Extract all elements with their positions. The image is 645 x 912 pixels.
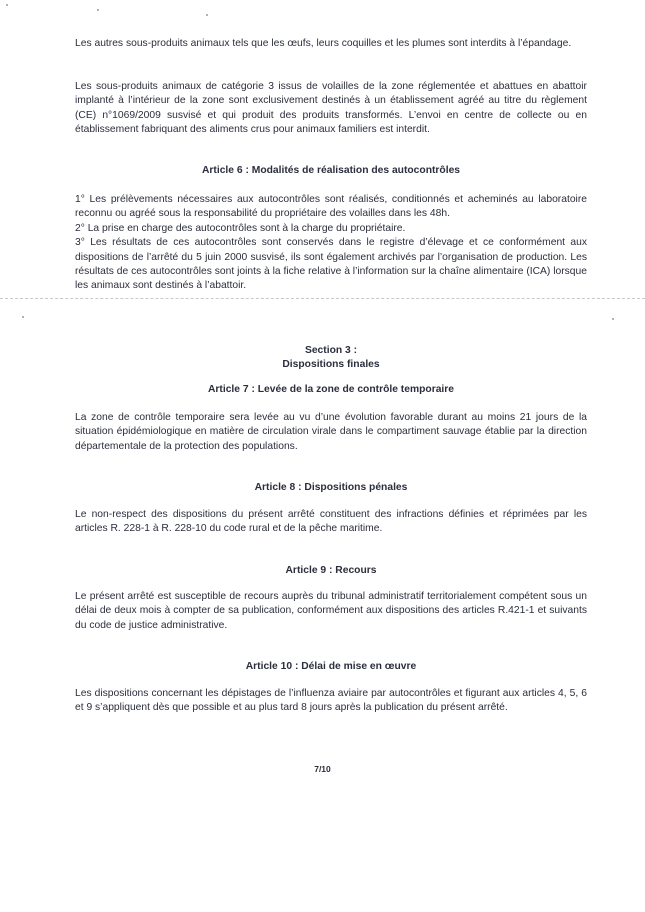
article-10-heading: Article 10 : Délai de mise en œuvre [245, 661, 417, 672]
article-9-body [75, 590, 587, 633]
paragraph-text: La zone de contrôle temporaire sera levée au vu d’une évolution favorable durant au moins 21 jours de la situation épidémiologique en matière de circulation virale dans le compartiment sauvage établie par la direction départementale de la protection des populations. [75, 412, 587, 452]
paragraph-text: Le présent arrêté est susceptible de recours auprès du tribunal administratif territorialement compétent sous un délai de deux mois à compter de sa publication, conformément aux dispositions des articles R.421-1 et suivants du code de justice administrative. [75, 591, 587, 631]
paragraph-text: Le non-respect des dispositions du présent arrêté constituent des infractions définies et réprimées par les articles R. 228-1 à R. 228-10 du code rural et de la pêche maritime. [75, 509, 587, 535]
article-10-body [75, 687, 587, 716]
scan-artifact-line [0, 298, 645, 299]
paragraph-text: 2° La prise en charge des autocontrôles sont à la charge du propriétaire. [75, 222, 406, 234]
scan-speck [206, 14, 208, 16]
paragraph-text: Les dispositions concernant les dépistages de l’influenza aviaire par autocontrôles et figurant aux articles 4, 5, 6 et 9 s’appliquent dès que possible et au plus tard 8 jours après la publication du présent arrêté. [75, 688, 587, 714]
article-8-heading: Article 8 : Dispositions pénales [254, 482, 408, 493]
section-3-title: Dispositions finales [282, 359, 380, 370]
scan-speck [612, 318, 614, 320]
scan-speck [6, 4, 8, 6]
scan-speck [97, 9, 99, 11]
intro-paragraph-1 [75, 37, 587, 51]
intro-paragraph-2 [75, 80, 587, 138]
section-3-label: Section 3 : [304, 345, 358, 356]
page-number: 7/10 [314, 764, 331, 774]
paragraph-text: 3° Les résultats de ces autocontrôles sont conservés dans le registre d’élevage et ce conformément aux dispositions de l’arrêté du 5 juin 2000 susvisé, ils sont également archivés par l’organisation de production. Les résultats de ces autocontrôles sont joints à la fiche relative à l’information sur la chaîne alimentaire (ICA) lorsque les animaux sont destinés à l’abattoir. [75, 237, 587, 292]
paragraph-text: Les autres sous-produits animaux tels que les œufs, leurs coquilles et les plumes sont interdits à l’épandage. [75, 38, 572, 49]
scan-speck [22, 316, 24, 318]
article-8-body [75, 508, 587, 537]
paragraph-text: 1° Les prélèvements nécessaires aux autocontrôles sont réalisés, conditionnés et acheminés au laboratoire reconnu ou agréé sous la responsabilité du propriétaire des volailles dans les 48h. [75, 194, 587, 220]
article-6-body [75, 193, 587, 294]
paragraph-text: Les sous-produits animaux de catégorie 3 issus de volailles de la zone réglementée et abattues en abattoir implanté à l’intérieur de la zone sont exclusivement destinés à un établissement agréé au titre du règlement (CE) n°1069/2009 susvisé et qui produit des produits transformés. L’envoi en centre de collecte ou en établissement fabriquant des aliments crus pour animaux familiers est interdit. [75, 81, 587, 136]
article-9-heading: Article 9 : Recours [285, 565, 377, 576]
article-7-body [75, 411, 587, 454]
article-6-heading: Article 6 : Modalités de réalisation des autocontrôles [201, 165, 461, 176]
article-7-heading: Article 7 : Levée de la zone de contrôle temporaire [207, 384, 455, 395]
